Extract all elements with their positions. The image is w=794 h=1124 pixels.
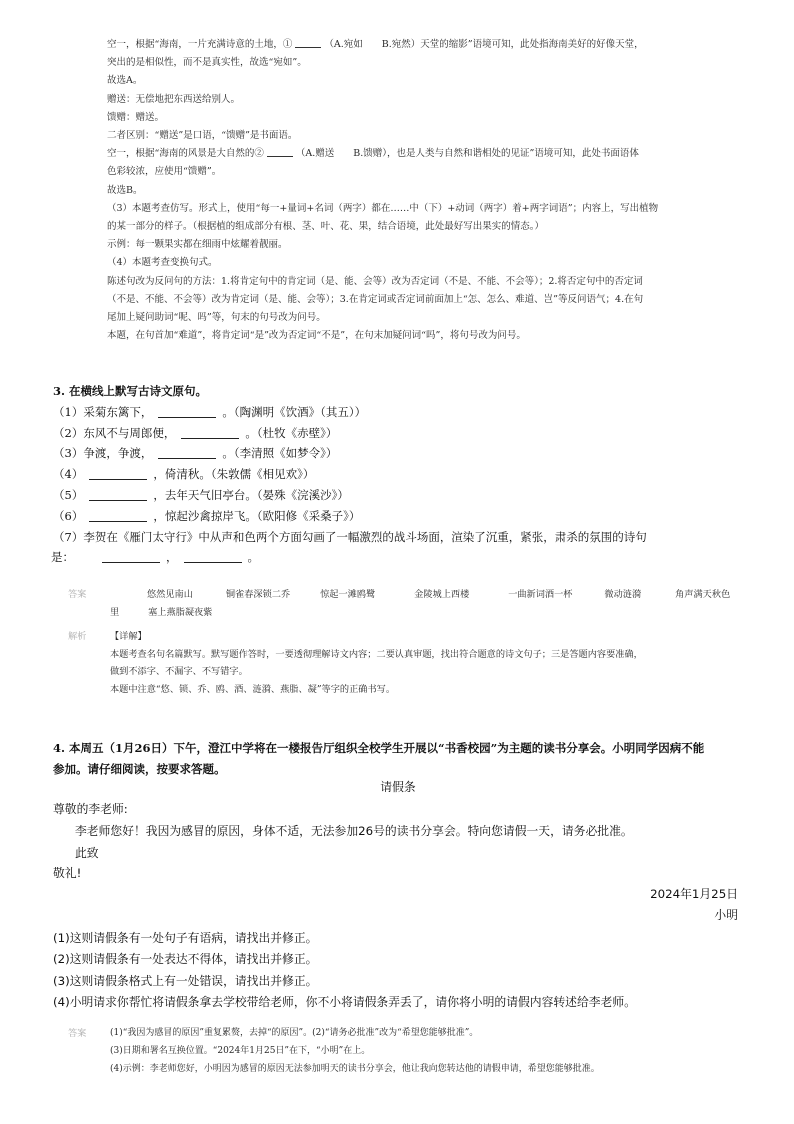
answer-item: 一曲新词酒一杯 [508, 589, 573, 600]
answer-item: 塞上燕脂凝夜紫 [148, 607, 213, 618]
leave-note-closing: 此致 [75, 846, 99, 860]
expl-line: （3）本题考查仿写。形式上，使用“每一+量词+名词（两字）都在……中（下）+动词（两字）着+两字词语”；内容上，写出植物 [107, 202, 659, 214]
leave-note-body: 李老师您好！我因为感冒的原因，身体不适，无法参加26号的读书分享会。特向您请假一天，请务必批准。 [75, 824, 633, 838]
answer-item: 里 [110, 607, 120, 618]
detail-line: 做到不添字、不漏字、不写错字。 [110, 666, 248, 677]
question-3-item-7: （7）李贺在《雁门太守行》中从声和色两个方面勾画了一幅激烈的战斗场面，渲染了沉重，紧张，肃杀的氛围的诗句 [53, 529, 647, 544]
expl-line: （4）本题考查变换句式。 [107, 257, 218, 269]
expl-line: 馈赠：赠送。 [107, 111, 165, 123]
item-number: （1） [53, 404, 84, 419]
answer-line: (4)示例：李老师您好，小明因为感冒的原因无法参加明天的读书分享会，他让我向您转达他的请假申请，希望您能够批准。 [110, 1063, 600, 1074]
expl-line: 的某一部分的样子。（根据植的组成部分有根、茎、叶、花、果，结合语境，此处最好写出果实的情态。） [107, 221, 545, 233]
item-text: 是： [51, 550, 74, 565]
detail-text [110, 628, 710, 698]
blank-line [267, 146, 293, 157]
question-3-item-3 [53, 443, 733, 464]
question-4-line: 4. 本周五（1月26日）下午，澄江中学将在一楼报告厅组织全校学生开展以“书香校园”为主题的读书分享会。小明同学因病不能 [53, 741, 705, 755]
answer-blank[interactable] [158, 405, 216, 418]
expl-line: 突出的是相似性，而不是真实性，故选“宛如”。 [107, 57, 307, 69]
answer-blank[interactable] [102, 550, 160, 563]
item-text: 。（陶渊明《饮酒》（其五）） [222, 404, 367, 419]
expl-line: 二者区别：“赠送”是口语，“馈赠”是书面语。 [107, 130, 298, 142]
item-text: 。（杜牧《赤壁》） [245, 425, 338, 440]
answer-item: 角声满天秋色 [675, 589, 731, 600]
expl-line: 尾加上疑问助词“呢、吗”等，句末的句号改为问号。 [107, 312, 326, 324]
detail-label: 解析 [68, 631, 87, 642]
expl-line [107, 145, 727, 163]
item-text: ，倚清秋。（朱敦儒《相见欢》） [153, 467, 315, 482]
detail-line: 本题中注意“悠、锁、乔、鸥、酒、涟漪、燕脂、凝”等字的正确书写。 [110, 683, 396, 695]
question-3-item-5 [53, 485, 733, 506]
detail-line: 本题考查名句名篇默写。默写题作答时，一要透彻理解诗文内容；二要认真审题，找出符合题意的诗文句子；三是答题内容要准确， [110, 648, 643, 660]
question-3-item-1 [53, 402, 733, 423]
item-text: ，惊起沙禽掠岸飞。（欧阳修《采桑子》） [153, 508, 361, 523]
subquestion: (1)这则请假条有一处句子有语病，请找出并修正。 [53, 931, 318, 945]
answer-item: 惊起一滩鸥鹭 [320, 589, 376, 600]
subquestion: (3)这则请假条格式上有一处错误，请找出并修正。 [53, 973, 318, 988]
question-3-item-6 [53, 506, 733, 527]
answer-item: 铜雀春深锁二乔 [225, 589, 291, 600]
item-text: 采菊东篱下， [83, 404, 153, 419]
question-4-line: 参加。请仔细阅读，按要求答题。 [53, 761, 226, 776]
answer-blank[interactable] [181, 426, 239, 439]
expl-line: （不是、不能、不会等）改为肯定词（是、能、会等）；3.在肯定词或否定词前面加上“怎、怎么、难道、岂”等反问语气；4.在句 [107, 293, 644, 305]
answer-item: 微动涟漪 [604, 589, 642, 600]
item-text: 争渡，争渡， [83, 446, 153, 461]
expl-line: 本题，在句首加“难道”，将肯定词“是”改为否定词“不是”，在句末加疑问词“吗”，将句号改为问号。 [107, 330, 526, 342]
item-number: （4） [53, 467, 84, 482]
question-3-title: 3. 在横线上默写古诗文原句。 [53, 384, 208, 398]
detail-heading: 【详解】 [110, 631, 147, 642]
answer-label: 答案 [68, 1028, 87, 1039]
item-text: 东风不与周郎便， [83, 425, 176, 440]
answer-item: 金陵城上西楼 [414, 589, 470, 600]
item-text: 。（李清照《如梦令》） [222, 446, 338, 461]
leave-note-signature: 小明 [714, 908, 738, 922]
item-number: （5） [53, 487, 84, 502]
answer-blank[interactable] [89, 467, 147, 480]
answer-line: (3)日期和署名互换位置。“2024年1月25日”在下，“小明”在上。 [110, 1045, 371, 1056]
question-3-item-2 [53, 423, 733, 444]
expl-line: 陈述句改为反问句的方法：1.将肯定句中的肯定词（是、能、会等）改为否定词（不是、不能、不会等）；2.将否定句中的否定词 [107, 275, 643, 287]
leave-note-salutation: 尊敬的李老师: [53, 802, 128, 816]
question-3-item-4 [53, 464, 733, 485]
question-3-item-7-cont [51, 547, 733, 568]
expl-line: 色彩较浓，应使用“馈赠”。 [107, 166, 222, 178]
item-number: （3） [53, 446, 84, 461]
expl-text: 空一，根据“海南，一片充满诗意的土地，① [107, 39, 293, 50]
answer-row [110, 604, 212, 618]
leave-note-title: 请假条 [380, 780, 416, 794]
expl-line [107, 36, 727, 54]
subquestion: (2)这则请假条有一处表达不得体，请找出并修正。 [53, 952, 318, 967]
subquestion: (4)小明请求你帮忙将请假条拿去学校带给老师，你不小将请假条弄丢了，请你将小明的请假内容转述给李老师。 [53, 994, 636, 1009]
answer-row [110, 586, 730, 600]
question-4 [53, 738, 743, 779]
item-number: （2） [53, 425, 84, 440]
question-4-subquestions [53, 928, 743, 1013]
answer-text [110, 1025, 730, 1078]
answer-blank[interactable] [184, 550, 242, 563]
answer-line: (1)“我因为感冒的原因”重复累赘，去掉“的原因”。(2)“请务必批准”改为“希望您能够批准”。 [110, 1028, 479, 1038]
expl-line: 赠送：无偿地把东西送给别人。 [107, 93, 241, 105]
expl-text: （A.宛如 B.宛然）天堂的缩影”语境可知，此处指海南美好的好像天堂， [324, 39, 644, 50]
expl-text: （A.赠送 B.馈赠），也是人类与自然和谐相处的见证”语境可知，此处书面语体 [295, 148, 639, 160]
explanation-block [107, 36, 727, 345]
item-number: （6） [53, 508, 84, 523]
answer-blank[interactable] [89, 488, 147, 501]
expl-line: 故选A。 [107, 75, 143, 87]
leave-note-date: 2024年1月25日 [650, 887, 738, 901]
question-3 [53, 381, 733, 568]
leave-note-closing: 敬礼! [53, 866, 82, 880]
answer-item: 悠然见南山 [147, 589, 193, 600]
expl-text: 空一，根据“海南的风景是大自然的② [107, 148, 264, 160]
item-text: ，去年天气旧亭台。（晏殊《浣溪沙》） [153, 487, 349, 502]
expl-line: 示例：每一颗果实都在细雨中炫耀着靓丽。 [107, 239, 288, 251]
expl-line: 故选B。 [107, 184, 143, 196]
answer-label: 答案 [68, 589, 87, 600]
answer-blank[interactable] [158, 446, 216, 459]
item-text: 。 [247, 550, 259, 565]
answer-blank[interactable] [89, 509, 147, 522]
item-text: ， [166, 550, 178, 565]
blank-line [295, 37, 321, 48]
